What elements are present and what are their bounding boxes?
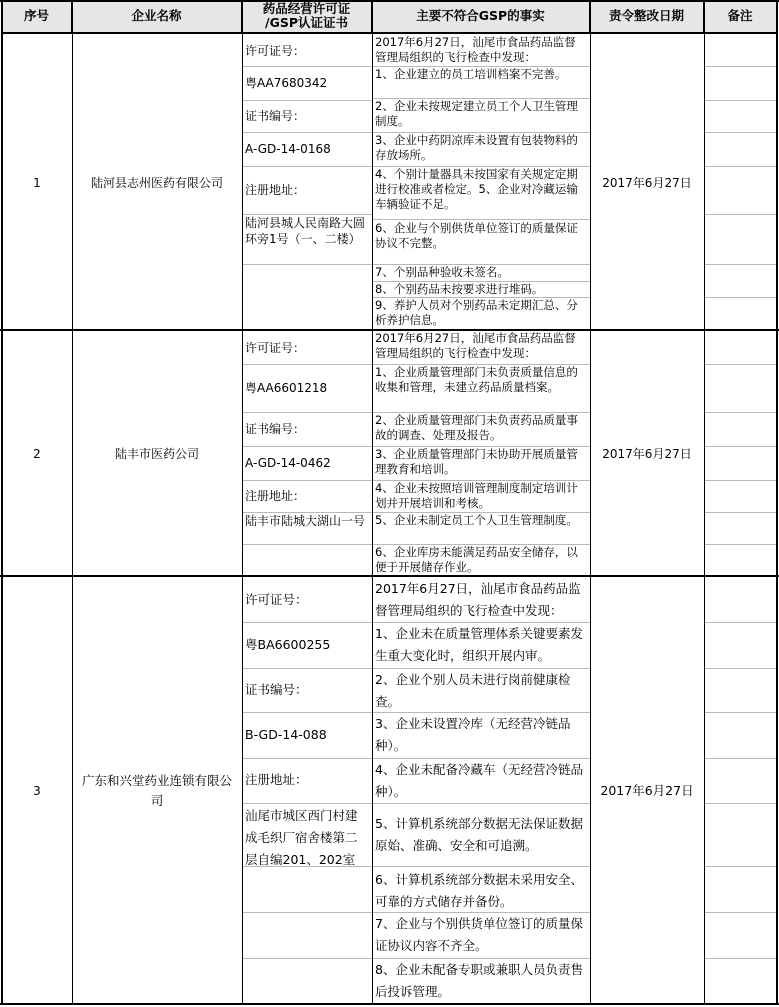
gridline [242, 446, 590, 447]
row-2-fact-3: 3、企业质量管理部门未协助开展质量管理教育和培训。 [375, 447, 578, 476]
row-3-fact-3: 3、企业未设置冷库（无经营冷链品种）。 [375, 716, 571, 753]
gridline [704, 364, 777, 365]
gridline [242, 712, 590, 713]
gridline [242, 264, 590, 265]
row-border [0, 0, 779, 2]
header-remarks: 备注 [704, 0, 777, 34]
gridline [242, 544, 590, 545]
gridline [372, 297, 590, 298]
row-2-company: 陆丰市医药公司 [114, 447, 199, 461]
gridline [704, 544, 777, 545]
row-1-fact-7: 8、个别药品未按要求进行堆码。 [375, 282, 544, 296]
row-2-license-label: 许可证号： [245, 341, 306, 355]
header-license-line2: /GSP认证证书 [265, 15, 348, 30]
row-border [0, 575, 779, 577]
gridline [242, 166, 590, 167]
gridline [704, 100, 777, 101]
gridline [704, 803, 777, 804]
header-license-line1: 药品经营许可证 [262, 1, 351, 16]
row-3-fact-6: 6、计算机系统部分数据未采用安全、可靠的方式储存并备份。 [375, 872, 583, 909]
gridline [704, 446, 777, 447]
row-3-cert-label: 证书编号： [245, 682, 308, 697]
row-2-deadline: 2017年6月27日 [602, 447, 692, 461]
header-company: 企业名称 [72, 0, 242, 34]
row-1-license-label: 许可证号： [245, 44, 306, 58]
row-3-cert-no: B-GD-14-088 [245, 727, 327, 742]
row-1-company: 陆河县志州医药有限公司 [90, 176, 223, 190]
row-1-address: 陆河县城人民南路大圆环旁1号（一、二楼） [245, 216, 366, 246]
row-3-fact-8: 8、企业未配备专职或兼职人员负责售后投诉管理。 [375, 962, 583, 999]
header-license [242, 0, 372, 34]
gridline [372, 281, 590, 282]
row-1-fact-5: 6、企业与个别供货单位签订的质量保证协议不完整。 [375, 221, 578, 250]
gridline [704, 866, 777, 867]
gridline [242, 100, 372, 101]
row-3-fact-1: 1、企业未在质量管理体系关键要素发生重大变化时，组织开展内审。 [375, 626, 583, 663]
row-2-fact-1: 1、企业质量管理部门未负责质量信息的收集和管理，未建立药品质量档案。 [375, 365, 578, 394]
gridline [704, 712, 777, 713]
gridline [242, 622, 590, 623]
gridline [242, 66, 590, 67]
gridline [242, 866, 590, 867]
column-border [372, 0, 373, 1005]
row-1-cert-no: A-GD-14-0168 [245, 142, 331, 156]
gridline [704, 264, 777, 265]
row-2-fact-2: 2、企业质量管理部门未负责药品质量事故的调查、处理及报告。 [375, 413, 578, 442]
row-3-license-no: 粤BA6600255 [245, 637, 331, 652]
row-border [0, 1003, 779, 1005]
column-border [1, 0, 3, 1005]
gridline [704, 668, 777, 669]
gridline [242, 364, 590, 365]
row-1-fact-1: 1、企业建立的员工培训档案不完善。 [375, 67, 567, 81]
row-2-fact-0: 2017年6月27日，汕尾市食品药品监督管理局组织的飞行检查中发现： [375, 331, 576, 360]
row-1-address-label: 注册地址： [245, 183, 306, 197]
column-border [242, 0, 243, 1005]
gridline [704, 912, 777, 913]
gridline [242, 214, 372, 215]
gridline [704, 412, 777, 413]
gridline [242, 803, 590, 804]
row-3-seq: 3 [33, 783, 41, 798]
gridline [242, 412, 590, 413]
gridline [242, 512, 590, 513]
gridline [372, 98, 590, 99]
gridline [242, 758, 590, 759]
gridline [704, 512, 777, 513]
row-1-cert-label: 证书编号： [245, 109, 306, 123]
gridline [704, 214, 777, 215]
row-1-fact-6: 7、个别品种验收未签名。 [375, 265, 509, 279]
row-3-license-label: 许可证号： [245, 592, 308, 607]
row-2-address: 陆丰市陆城大湖山一号 [245, 514, 366, 528]
row-3-fact-5: 5、计算机系统部分数据无法保证数据原始、准确、安全和可追溯。 [375, 816, 583, 853]
row-border [0, 329, 779, 331]
column-border [72, 0, 73, 1005]
gridline [704, 66, 777, 67]
row-3-fact-4: 4、企业未配备冷藏车（无经营冷链品种）。 [375, 762, 583, 799]
row-2-cert-no: A-GD-14-0462 [245, 456, 331, 470]
gridline [704, 297, 777, 298]
header-facts: 主要不符合GSP的事实 [372, 0, 590, 34]
row-2-fact-4: 4、企业未按照培训管理制度制定培训计划并开展培训和考核。 [375, 481, 578, 510]
row-1-fact-3: 3、企业中药阴凉库未设置有包装物料的存放场所。 [375, 133, 578, 162]
column-border [590, 0, 591, 1005]
row-2-license-no: 粤AA6601218 [245, 381, 328, 395]
gridline [704, 758, 777, 759]
header-seq: 序号 [2, 0, 72, 34]
column-border [704, 0, 705, 1005]
row-2-fact-5: 5、企业未制定员工个人卫生管理制度。 [375, 513, 578, 527]
gridline [704, 166, 777, 167]
row-1-fact-4: 4、个别计量器具未按国家有关规定定期进行校准或者检定。5、企业对冷藏运输车辆验证不足。 [375, 167, 578, 211]
row-1-deadline: 2017年6月27日 [602, 176, 692, 190]
row-2-cert-label: 证书编号： [245, 422, 306, 436]
row-2-fact-6: 6、企业库房未能满足药品安全储存，以便于开展储存作业。 [375, 545, 578, 574]
row-1-fact-0: 2017年6月27日，汕尾市食品药品监督管理局组织的飞行检查中发现： [375, 35, 576, 64]
gridline [242, 132, 590, 133]
gridline [704, 622, 777, 623]
gridline [704, 958, 777, 959]
row-1-seq: 1 [33, 176, 41, 190]
gridline [242, 668, 590, 669]
row-1-fact-8: 9、养护人员对个别药品未定期汇总、分析养护信息。 [375, 298, 578, 327]
row-1-license-no: 粤AA7680342 [245, 76, 328, 90]
gridline [704, 132, 777, 133]
row-1-fact-2: 2、企业未按规定建立员工个人卫生管理制度。 [375, 99, 578, 128]
row-2-seq: 2 [33, 447, 41, 461]
row-3-address: 汕尾市城区西门村建成毛织厂宿舍楼第二层自编201、202室 [245, 808, 358, 867]
row-3-fact-0: 2017年6月27日，汕尾市食品药品监督管理局组织的飞行检查中发现： [375, 581, 581, 618]
row-3-address-label: 注册地址： [245, 772, 308, 787]
gridline [242, 912, 590, 913]
row-3-deadline: 2017年6月27日 [600, 782, 694, 798]
row-3-fact-7: 7、企业与个别供货单位签订的质量保证协议内容不齐全。 [375, 916, 583, 953]
gridline [242, 958, 590, 959]
gridline [242, 480, 590, 481]
row-2-address-label: 注册地址： [245, 489, 306, 503]
gridline [372, 219, 590, 220]
row-3-fact-2: 2、企业个别人员未进行岗前健康检查。 [375, 672, 571, 709]
row-3-company: 广东和兴堂药业连锁有限公司 [81, 772, 232, 808]
column-border [776, 0, 778, 1005]
header-deadline: 责令整改日期 [590, 0, 704, 34]
gridline [704, 480, 777, 481]
